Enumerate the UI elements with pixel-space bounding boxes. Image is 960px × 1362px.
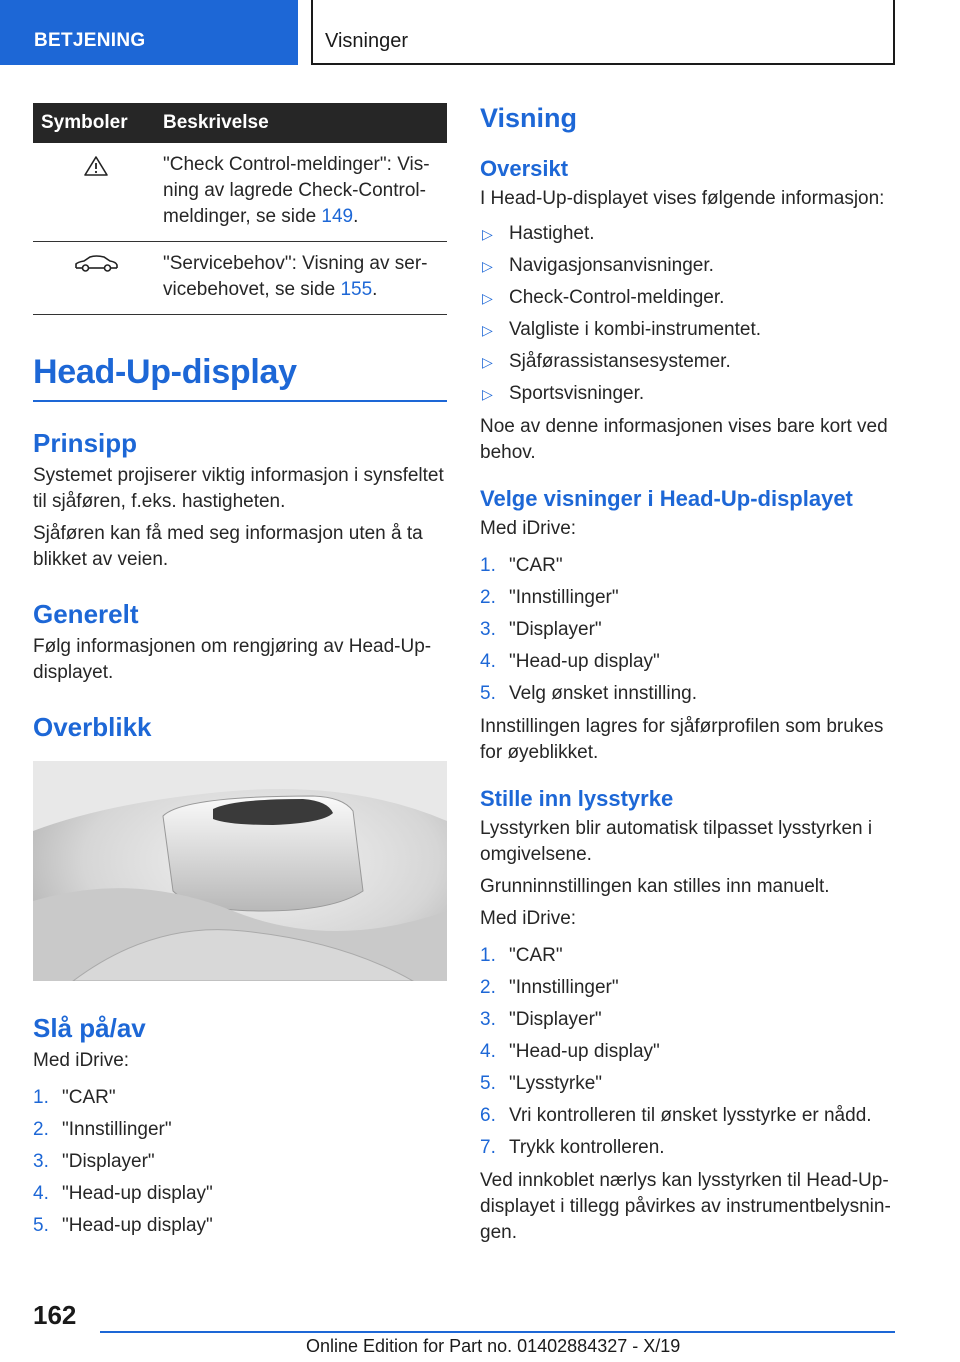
paragraph: Innstillingen lagres for sjåførprofilen som brukes for øyeblikket. — [480, 716, 884, 763]
list-item: 3. "Displayer" — [33, 1151, 155, 1172]
table-header-symbols: Symboler — [33, 103, 155, 143]
list-item: 2. "Innstillinger" — [480, 587, 619, 608]
list-item: ▷ Check-Control-meldinger. — [482, 287, 725, 308]
table-row: "Check Control-meldinger": Visning av lagrede Check-Control-meldinger, se side 149. — [33, 143, 447, 242]
list-item: 5. "Head-up display" — [33, 1215, 213, 1236]
list-item: ▷ Navigasjonsanvisninger. — [482, 255, 714, 276]
page-link[interactable]: 155 — [340, 279, 373, 300]
heading-generelt: Generelt — [33, 599, 139, 629]
paragraph: Lysstyrken blir automatisk tilpasset lysstyrken i omgivelsene. — [480, 818, 873, 865]
table-header-description: Beskrivelse — [155, 103, 447, 143]
list-item: 6. Vri kontrolleren til ønsket lysstyrke er nådd. — [480, 1105, 872, 1126]
paragraph: Systemet projiserer viktig informasjon i synsfeltet til sjåføren, f.eks. hastigheten. — [33, 465, 444, 512]
list-item: 5. "Lysstyrke" — [480, 1073, 603, 1094]
warning-triangle-icon — [83, 155, 109, 177]
list-item: 1. "CAR" — [33, 1087, 116, 1108]
chapter-title: Visninger — [311, 0, 895, 65]
list-item: 1. "CAR" — [480, 945, 563, 966]
heading-overblikk: Overblikk — [33, 712, 152, 742]
heading-stille-inn-lysstyrke: Stille inn lysstyrke — [480, 786, 674, 811]
head-up-display-photo — [33, 761, 447, 981]
paragraph: Med iDrive: — [33, 1050, 130, 1071]
paragraph: Sjåføren kan få med seg informasjon uten å ta blikket av veien. — [33, 523, 423, 570]
dashboard-illustration — [33, 761, 447, 981]
paragraph: Noe av denne informasjonen vises bare kort ved behov. — [480, 416, 888, 463]
edition-note: Online Edition for Part no. 01402884327 - X/19 — [306, 1336, 681, 1356]
paragraph: Med iDrive: — [480, 518, 577, 539]
steps-list — [480, 550, 892, 710]
list-item: 7. Trykk kontrolleren. — [480, 1137, 665, 1158]
list-item: 1. "CAR" — [480, 555, 563, 576]
list-item: 5. Velg ønsket innstilling. — [480, 683, 697, 704]
section-tab: BETJENING — [0, 0, 298, 65]
heading-visning: Visning — [480, 103, 578, 133]
table-row: "Servicebehov": Visning av servicebehovet, se side 155. — [33, 242, 447, 315]
row-description: "Servicebehov": Visning av servicebehovet, se side — [163, 253, 428, 300]
list-item: ▷ Valgliste i kombi-instrumentet. — [482, 319, 762, 340]
row-description: "Check Control-meldinger": Visning av lagrede Check-Control-meldinger, se side — [163, 154, 430, 227]
right-column — [480, 103, 892, 1252]
heading-prinsipp: Prinsipp — [33, 428, 138, 458]
list-item: ▷ Hastighet. — [482, 223, 595, 244]
left-column — [33, 103, 447, 1246]
car-icon — [72, 254, 120, 274]
list-item: 3. "Displayer" — [480, 1009, 602, 1030]
list-item: 3. "Displayer" — [480, 619, 602, 640]
list-item: 4. "Head-up display" — [33, 1183, 213, 1204]
page-link[interactable]: 149 — [321, 206, 354, 227]
main-title: Head-Up-display — [33, 353, 447, 402]
list-item: ▷ Sjåførassistansesystemer. — [482, 351, 731, 372]
paragraph: Følg informasjonen om rengjøring av Head-Up-displayet. — [33, 636, 432, 683]
paragraph: Med iDrive: — [480, 908, 577, 929]
paragraph: Grunninnstillingen kan stilles inn manuelt. — [480, 876, 830, 897]
heading-sla-pa-av: Slå på/av — [33, 1013, 146, 1043]
list-item: 2. "Innstillinger" — [480, 977, 619, 998]
heading-velge-visninger: Velge visninger i Head-Up-displayet — [480, 486, 853, 511]
steps-list — [33, 1082, 447, 1242]
footer-divider — [100, 1331, 895, 1333]
info-list — [480, 218, 892, 410]
list-item: 4. "Head-up display" — [480, 651, 660, 672]
steps-list — [480, 940, 892, 1164]
paragraph: Ved innkoblet nærlys kan lysstyrken til Head-Up-displayet i tillegg påvirkes av instrumentbelysningen. — [480, 1170, 891, 1243]
list-item: ▷ Sportsvisninger. — [482, 383, 645, 404]
list-item: 4. "Head-up display" — [480, 1041, 660, 1062]
page-number: 162 — [33, 1300, 77, 1330]
heading-oversikt: Oversikt — [480, 156, 569, 181]
list-item: 2. "Innstillinger" — [33, 1119, 172, 1140]
paragraph: I Head-Up-displayet vises følgende informasjon: — [480, 188, 885, 209]
symbol-table — [33, 103, 447, 315]
